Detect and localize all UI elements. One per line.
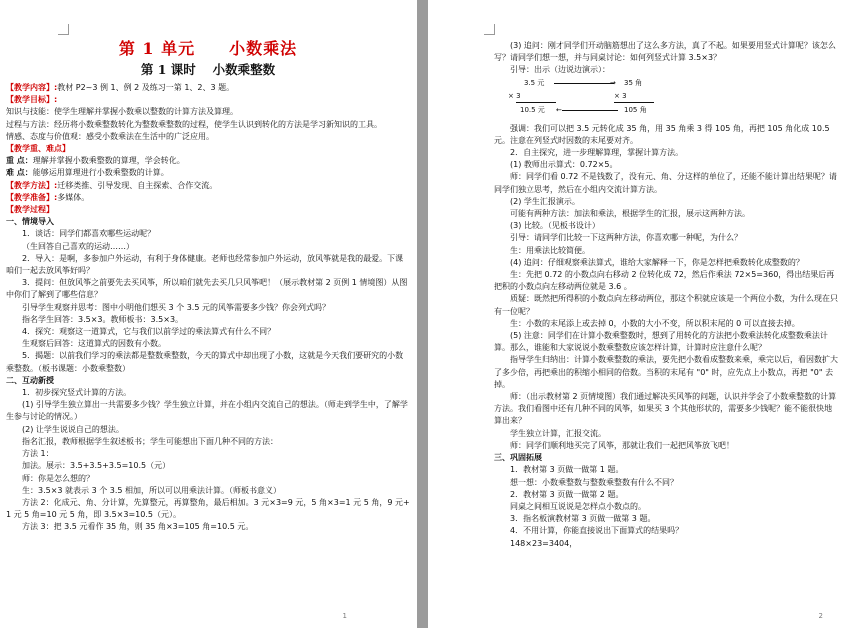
text-line [6,387,410,399]
unit-title: 第 1 单元 小数乘法 [118,39,298,58]
line-text: (1) 教师出示算式：0.72×5。 [510,160,618,170]
text-line [6,204,410,216]
line-text: 多媒体。 [57,192,90,202]
text-line [494,123,838,147]
line-text: 4．不用计算，你能直接说出下面算式的结果吗？ [510,526,684,536]
line-text: 情感、态度与价值观：感受小数乘法在生活中的广泛应用。 [6,131,214,141]
text-line [494,489,838,501]
text-line [494,159,838,171]
text-line [494,501,838,513]
line-text: 理解并掌握小数乘整数的算理，学会转化。 [32,156,185,166]
text-line [6,143,410,155]
line-text: （生回答自己喜欢的运动……） [22,241,134,251]
line-text: 2．导入：是啊，多参加户外运动，有利于身体健康。老师也经常参加户外运动，放风筝就是我的最爱。下课咱们一起去放风筝好吗？ [6,253,404,276]
line-text: 过程与方法：经历将小数乘整数转化为整数乘整数的过程，使学生认识到转化的方法是学习新知识的工具。 [6,119,382,129]
line-text: 方法 2：化成元、角、分计算，先算整元，再算整角，最后相加。3 元×3=9 元，5 角×3=1 元 5 角，9 元+1 元 5 角=10 元 5 角，即 3.5×3=10.5（元）。 [6,497,410,520]
text-line [6,192,410,204]
text-line [494,513,838,525]
line-text: 3．提问：但放风筝之前要先去买风筝，所以咱们就先去买几只风筝吧！（展示教材第 2 页例 1 情境图）从图中你们了解到了哪些信息？ [6,278,408,300]
line-text: (3) 比较。（见板书设计） [510,221,600,231]
text-line [494,269,838,293]
text-line [494,196,838,208]
line-text: 同桌之间相互说说是怎样点小数点的。 [510,501,646,511]
page2-body-top [494,40,838,77]
line-text: (2) 学生汇报演示。 [510,196,580,206]
page2-body [494,123,838,550]
line-text: 能够运用算理进行小数乘整数的计算。 [32,168,169,178]
text-line [6,277,410,301]
text-line [6,94,410,106]
text-line [494,330,838,354]
text-line [494,477,838,489]
arrow-line-bottom [562,110,618,111]
page-number: 1 [342,611,347,620]
line-lead: 二、互动新授 [6,375,54,385]
line-text: 4．探究：观察这一道算式，它与我们以前学过的乘法算式有什么不同？ [22,327,276,337]
diagram-op-left: × 3 [508,91,521,100]
text-line [6,302,410,314]
text-line [494,452,838,464]
section-label: 【教学内容】: [6,83,58,92]
line-text: 生：先把 0.72 的小数点向右移动 2 位转化成 72，然后作乘法 72×5=360，得出结果后再把积的小数点向左移动两位就是 3.6 。 [494,270,835,292]
text-line [6,338,410,350]
text-line [494,171,838,195]
line-text: 师：你是怎么想的？ [22,473,94,483]
line-text: (2) 让学生说说自己的想法。 [22,424,124,434]
line-text: 教材 P2~3 例 1、例 2 及练习一第 1、2、3 题。 [57,83,235,92]
lesson-title: 第 1 课时 小数乘整数 [140,62,276,77]
text-line [6,485,410,497]
text-line [6,180,410,192]
line-text: 方法 1： [22,449,54,459]
line-text: 想一想：小数乘整数与整数乘整数有什么不同？ [510,477,678,487]
line-text: 生：3.5×3 就表示 3 个 3.5 相加，所以可以用乘法计算。（师板书意义） [22,485,282,495]
page-number: 2 [818,611,823,620]
text-line [494,391,838,428]
section-label: 【教学准备】: [6,192,58,202]
line-text: 指名学生回答：3.5×3。教师板书：3.5×3。 [22,314,184,324]
margin-mark [484,24,495,35]
diagram-top-right: 35 角 [624,78,643,87]
arrow-head-right: → [610,78,616,87]
text-line [6,460,410,472]
text-line [6,241,410,253]
text-line [494,64,838,76]
line-text: 加法。展示：3.5+3.5+3.5=10.5（元） [22,461,171,471]
line-text: (1) 引导学生独立算出一共需要多少钱？学生独立计算，并在小组内交流自己的想法。（师走到学生中，了解学生参与讨论的情况。） [6,400,408,422]
text-line [494,208,838,220]
text-line [494,257,838,269]
line-text: 迁移类推、引导发现、自主探索、合作交流。 [57,180,218,190]
line-text: 生：用乘法比较简便。 [510,245,590,255]
arrow-line-top [554,83,614,84]
conversion-diagram [506,79,676,121]
text-line [6,521,410,533]
text-line [6,119,410,131]
text-line [494,525,838,537]
text-line [6,155,410,167]
line-text: 生观察后回答：这道算式的因数有小数。 [22,339,166,349]
text-line [6,350,410,374]
line-text: 引导：请同学们比较一下这两种方法，你喜欢哪一种呢，为什么？ [510,233,742,243]
text-line [494,440,838,452]
line-text: 2．教材第 3 页做一做第 2 题。 [510,489,624,499]
rule-left [516,102,556,103]
section-label: 【教学过程】 [6,205,54,215]
line-text: 可能有两种方法：加法和乘法，根据学生的汇报，展示这两种方法。 [510,209,750,219]
page-gap [417,0,428,628]
text-line [6,448,410,460]
line-text: 师：同学们顺利地买完了风筝，那就让我们一起把风筝放飞吧！ [510,440,734,450]
text-line [494,428,838,440]
line-text: 1．教材第 3 页做一做第 1 题。 [510,465,624,475]
line-lead: 三、巩固拓展 [494,453,542,463]
page1-content [6,38,410,534]
line-text: 师：（出示教材第 2 页情境图）我们通过解决买风筝的问题，认识并学会了小数乘整数的计算方法。我们看图中还有几种不同的风筝，如果买 3 个其他形状的，需要多少钱呢？能不能很快地算出来？ [494,392,837,426]
line-text: 引导：出示（边说边演示）： [510,65,610,75]
line-text: 2．自主探究，进一步理解算理，掌握计算方法。 [510,148,684,158]
text-line [6,326,410,338]
line-text: (3) 追问：刚才同学们开动脑筋想出了这么多方法，真了不起。如果要用竖式计算呢？该怎么写？请同学们想一想，并与同桌讨论：如何列竖式计算 3.5×3？ [494,41,836,63]
section-label: 【教学重、难点】 [6,144,70,154]
line-text: (4) 追问：仔细观察乘法算式，谁给大家解释一下，你是怎样把乘数转化成整数的？ [510,257,804,267]
line-text: 1．谈话：同学们都喜欢哪些运动呢？ [22,229,156,239]
line-text: (5) 注意：同学们在计算小数乘整数时，想到了用转化的方法把小数乘法转化成整数乘法计算。那么，谁能和大家说说小数乘整数应该怎样计算，计算时应注意什么呢？ [494,331,828,353]
diagram-bottom-left: 10.5 元 [520,105,545,114]
diagram-op-right: × 3 [614,91,627,100]
text-line [494,538,838,550]
text-line [6,436,410,448]
text-line [494,464,838,476]
text-line [494,220,838,232]
text-line [6,473,410,485]
diagram-top-left: 3.5 元 [524,78,545,87]
text-line [494,293,838,317]
line-text: 引导学生观察并思考：图中小明他们想买 3 个 3.5 元的风筝需要多少钱？你会列式吗？ [22,302,330,312]
text-line [6,399,410,423]
document-page-1 [0,0,417,628]
document-page-2 [428,0,845,628]
line-text: 148×23=3404， [510,538,578,548]
text-line [6,314,410,326]
line-text: 质疑：既然把所得积的小数点向左移动两位，那这个积就应该是一个两位小数，为什么现在只有一位呢？ [494,294,838,316]
text-line [6,131,410,143]
line-text: 指导学生归纳出：计算小数乘整数的乘法，要先把小数看成整数来乘，乘完以后，看因数扩大了多少倍，再把乘出的积缩小相同的倍数。当积的末尾有 "0" 时，应先点上小数点，再把 "0" 去掉。 [494,355,838,389]
text-line [6,228,410,240]
text-line [494,354,838,391]
line-text: 指名汇报，教师根据学生叙述板书；学生可能想出下面几种不同的方法： [22,436,278,446]
line-text: 3．指名板演教材第 3 页做一做第 3 题。 [510,514,656,524]
text-line [6,167,410,179]
line-text: 师：同学们看 0.72 不是钱数了，没有元、角、分这样的单位了，还能不能计算出结果呢？请同学们独立思考，然后在小组内交流计算方法。 [494,172,837,194]
text-line [6,253,410,277]
text-line [6,216,410,228]
text-line [494,40,838,64]
line-text: 强调：我们可以把 3.5 元转化成 35 角，用 35 角乘 3 得 105 角，再把 105 角化成 10.5 元。注意在列竖式时因数的末尾要对齐。 [494,123,830,145]
text-line [6,424,410,436]
text-line [6,106,410,118]
arrow-head-left: ← [556,105,562,114]
line-lead: 重 点： [6,156,33,166]
line-text: 1．初步探究竖式计算的方法。 [22,388,132,398]
section-label: 【教学目标】: [6,95,58,105]
text-line [494,318,838,330]
margin-mark [58,24,69,35]
page2-content [494,40,838,550]
section-label: 【教学方法】: [6,180,58,190]
line-text: 方法 3：把 3.5 元看作 35 角，则 35 角×3=105 角=10.5 元。 [22,522,254,532]
page1-body [6,82,410,534]
line-text: 知识与技能：使学生理解并掌握小数乘以整数的计算方法及算理。 [6,107,238,117]
text-line [6,82,410,94]
line-lead: 难 点： [6,168,33,178]
line-text: 5．揭题：以前我们学习的乘法都是整数乘整数，今天的算式中却出现了小数，这就是今天我们要研究的小数乘整数。（板书课题：小数乘整数） [6,351,404,373]
rule-right [614,102,654,103]
line-lead: 一、情境导入 [6,217,54,227]
diagram-bottom-right: 105 角 [624,105,647,114]
line-text: 学生独立计算，汇报交流。 [510,428,606,438]
text-line [494,147,838,159]
text-line [494,232,838,244]
text-line [6,497,410,521]
line-text: 生：小数的末尾添上或去掉 0，小数的大小不变，所以积末尾的 0 可以直接去掉。 [510,318,800,328]
text-line [6,375,410,387]
text-line [494,245,838,257]
